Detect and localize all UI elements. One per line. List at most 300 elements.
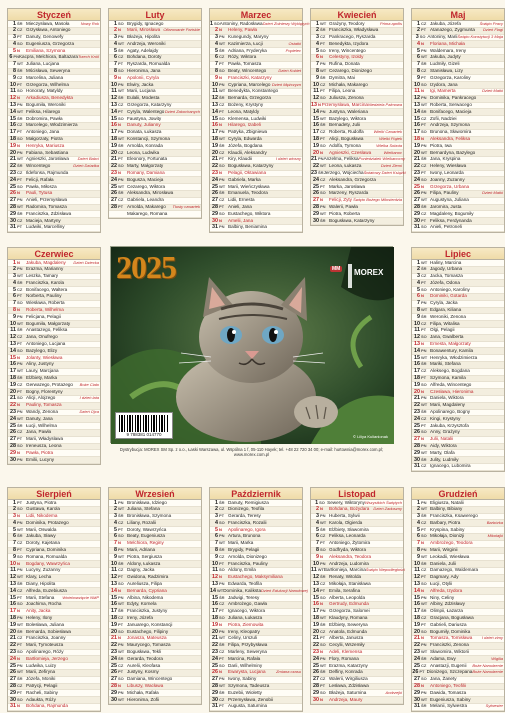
day-number: 11	[212, 567, 218, 574]
day-number: 9	[215, 74, 218, 81]
name-days: Klary, Lecha	[26, 574, 52, 580]
day-number: 17	[414, 608, 420, 615]
weekday: SO	[421, 81, 427, 87]
weekday: CZ	[118, 102, 124, 108]
name-days: Lidii, Ernesta	[228, 197, 255, 203]
day-number: 11	[111, 567, 117, 574]
weekday: ŚR	[320, 526, 326, 532]
weekday: N	[118, 122, 121, 128]
name-days: Klemensa, Ludwiki	[228, 115, 267, 121]
weekday: WT	[118, 40, 125, 46]
name-days: Jacka, Tomasza	[430, 273, 463, 279]
weekday: PN	[118, 81, 124, 87]
name-days: Gracjana, Bogusława	[430, 615, 474, 621]
name-days: Piotra, Iwa	[430, 142, 452, 148]
name-days: Danuty, Jana	[26, 415, 53, 421]
day-number: 3	[215, 34, 218, 41]
weekday: WT	[421, 149, 428, 155]
weekday: ŚR	[118, 560, 124, 566]
name-days: Karola, Olgierda	[329, 519, 363, 525]
day-number: 19	[10, 142, 16, 149]
name-days: Bazylego, Elizy	[26, 347, 58, 353]
day-number: 28	[10, 204, 16, 211]
day-number: 14	[414, 108, 420, 115]
holiday: Światowy Dzień Książki	[363, 170, 406, 176]
day-number: 11	[414, 327, 420, 334]
holiday: Wszystkich Świętych	[364, 499, 402, 505]
day-number: 15	[414, 594, 420, 601]
day-number: 26	[10, 190, 16, 197]
name-days: Benedykta, Konstantego	[228, 88, 279, 94]
day-number: 15	[10, 594, 16, 601]
name-days: Bronisława, Szymona	[127, 513, 172, 519]
weekday: SO	[421, 224, 427, 230]
name-days: Antoniny, Marii	[427, 34, 458, 40]
day-number: 22	[212, 163, 218, 170]
weekday: WT	[320, 68, 327, 74]
month-3	[310, 8, 404, 226]
month-title: Sierpień	[8, 488, 100, 500]
name-days: Ireneusza, Leona	[26, 443, 62, 449]
day-number: 19	[414, 381, 420, 388]
weekday: PN	[13, 54, 19, 60]
name-days: Franciszka, Pauliny	[228, 560, 268, 566]
name-days: Arnolda, Makarego	[127, 204, 166, 210]
day-number: 25	[111, 183, 117, 190]
day-number: 19	[10, 621, 16, 628]
weekday: PN	[421, 347, 427, 353]
name-days: Joachima, Rocha	[26, 601, 62, 607]
weekday: WT	[17, 320, 24, 326]
weekday: WT	[320, 519, 327, 525]
weekday: SO	[214, 20, 220, 26]
day-number: 18	[10, 615, 16, 622]
name-days: Anny, Grażyny	[430, 429, 460, 435]
day-number: 27	[212, 676, 218, 683]
holiday: Boże Ciało	[79, 381, 99, 387]
name-days: Marii, Tymoteusza	[26, 642, 64, 648]
day-row	[311, 218, 403, 225]
weekday: CZ	[421, 368, 427, 374]
weekday: PT	[320, 635, 326, 641]
weekday: WT	[17, 61, 24, 67]
name-days: Patrycji, Pelagii	[26, 683, 58, 689]
weekday: N	[421, 88, 424, 94]
holiday: Ofiarowanie Pańskie	[163, 27, 200, 33]
day-number: 22	[313, 642, 319, 649]
weekday: ŚR	[421, 204, 427, 210]
day-number: 12	[313, 95, 319, 102]
weekday: N	[421, 293, 424, 299]
weekday: ŚR	[17, 628, 23, 634]
name-days: Błażeja, Saturnina	[329, 689, 367, 695]
weekday: SO	[118, 20, 124, 26]
weekday: WT	[320, 662, 327, 668]
day-number: 22	[414, 163, 420, 170]
name-days: Gwidona, Radzimira	[127, 574, 169, 580]
weekday: SO	[118, 163, 124, 169]
day-number: 3	[114, 513, 117, 520]
name-days: Augustyna, Juliana	[430, 197, 469, 203]
weekday: WT	[421, 601, 428, 607]
name-days: Darii, Wilhelminy	[228, 662, 263, 668]
name-days: Makarego, Romana	[127, 210, 168, 216]
weekday: WT	[421, 649, 428, 655]
name-days: Marii, Wieńczysława	[228, 183, 270, 189]
day-number: 8	[417, 68, 420, 75]
day-number: 16	[212, 122, 218, 129]
weekday: N	[219, 669, 222, 675]
holiday: Święto Pracy	[479, 20, 503, 26]
weekday: CZ	[219, 197, 225, 203]
day-number: 9	[215, 553, 218, 560]
name-days: Róży, Wiktora	[228, 54, 257, 60]
holiday: Dzień Zakochanych	[164, 108, 200, 114]
day-number: 17	[10, 368, 16, 375]
weekday: SO	[320, 594, 326, 600]
day-number: 10	[414, 81, 420, 88]
weekday: WT	[17, 108, 24, 114]
day-number: 9	[114, 74, 117, 81]
day-number: 24	[10, 415, 16, 422]
day-number: 18	[313, 615, 319, 622]
name-days: Radomira, Tomasza	[26, 204, 67, 210]
day-number: 23	[212, 649, 218, 656]
day-row	[8, 457, 100, 464]
day-number: 27	[313, 676, 319, 683]
weekday: PT	[17, 594, 23, 600]
weekday: ŚR	[118, 190, 124, 196]
name-days: Weroniki, Zenona	[430, 313, 466, 319]
name-days: Bożeny, Krystyny	[228, 102, 264, 108]
day-row	[412, 225, 504, 232]
day-number: 30	[10, 456, 16, 463]
day-number: 1	[316, 20, 319, 27]
day-number: 27	[111, 197, 117, 204]
day-number: 3	[316, 34, 319, 41]
day-number: 2	[316, 506, 319, 513]
name-days: Grzegorza, Urbana	[430, 183, 470, 189]
day-number: 17	[10, 129, 16, 136]
day-number: 29	[414, 210, 420, 217]
weekday: PN	[17, 149, 23, 155]
weekday: N	[421, 436, 424, 442]
day-number: 30	[313, 696, 319, 703]
month-title: Marzec	[210, 9, 302, 21]
day-number: 8	[13, 307, 16, 314]
weekday: PN	[421, 642, 427, 648]
day-row	[412, 704, 504, 711]
name-days: Bolesława, Juliana	[26, 621, 65, 627]
weekday: CZ	[421, 662, 427, 668]
weekday: ŚR	[421, 655, 427, 661]
day-number: 4	[215, 40, 218, 47]
day-number: 21	[414, 156, 420, 163]
weekday: ŚR	[118, 655, 124, 661]
day-number: 12	[10, 574, 16, 581]
name-days: Eustachego, Filipiny	[127, 628, 169, 634]
day-number: 26	[212, 669, 218, 676]
name-days: Feliksa, Hilarego	[26, 108, 61, 114]
day-number: 31	[414, 224, 420, 231]
weekday: CZ	[118, 662, 124, 668]
name-days: Igi, Mamerta	[430, 88, 456, 94]
name-days: Arnolda, Dionizego	[228, 553, 267, 559]
name-days: Erazma, Katarzyny	[329, 662, 368, 668]
name-days: Juliana, Stefana	[127, 506, 160, 512]
day-number: 8	[114, 547, 117, 554]
weekday: PT	[17, 436, 23, 442]
name-days: Artura, Brunona	[228, 533, 261, 539]
day-number: 8	[417, 307, 420, 314]
name-days: Gerarda, Teodora	[127, 655, 163, 661]
weekday: N	[320, 553, 323, 559]
month-title: Wrzesień	[109, 488, 201, 500]
weekday: N	[421, 341, 424, 347]
day-number: 2	[215, 27, 218, 34]
weekday: SO	[17, 553, 23, 559]
day-number: 21	[10, 156, 16, 163]
weekday: ŚR	[219, 547, 225, 553]
day-number: 12	[414, 574, 420, 581]
name-days: Macieja, Martyny	[26, 217, 61, 223]
name-days: Justyna, Piotra	[26, 499, 57, 505]
holiday: Święto Niepodległości	[365, 567, 405, 573]
weekday: ŚR	[219, 642, 225, 648]
weekday: PT	[17, 547, 23, 553]
day-number: 4	[417, 279, 420, 286]
day-number: 17	[111, 608, 117, 615]
weekday: PN	[118, 129, 124, 135]
day-number: 27	[212, 197, 218, 204]
weekday: SO	[421, 676, 427, 682]
weekday: PT	[17, 293, 23, 299]
weekday: N	[421, 40, 424, 46]
name-days: Cezarego, Dionizego	[329, 68, 372, 74]
weekday: PN	[219, 176, 225, 182]
day-row	[8, 225, 100, 232]
name-days: Cyryla, Jacka	[430, 300, 458, 306]
day-number: 21	[111, 156, 117, 163]
name-days: Albina, Nikodema	[127, 594, 164, 600]
name-days: Adama, Ewy	[430, 655, 456, 661]
month-10	[310, 487, 404, 705]
weekday: CZ	[421, 519, 427, 525]
weekday: WT	[421, 354, 428, 360]
day-number: 13	[10, 341, 16, 348]
name-days: Julii, Natalii	[430, 436, 454, 442]
name-days: Bonifacego, Macieja	[430, 108, 472, 114]
weekday: PN	[219, 628, 225, 634]
weekday: PN	[17, 662, 23, 668]
name-days: Bogny, Florentyny	[26, 388, 63, 394]
weekday: SO	[17, 136, 23, 142]
day-number: 27	[414, 197, 420, 204]
day-number: 10	[212, 560, 218, 567]
day-number: 11	[414, 88, 420, 95]
day-number: 2	[417, 266, 420, 273]
weekday: N	[17, 307, 20, 313]
weekday: WT	[421, 449, 428, 455]
name-days: Brygidy, Ignacego	[127, 20, 164, 26]
weekday: WT	[421, 307, 428, 313]
weekday: SO	[17, 395, 23, 401]
name-days: Felicji, Zyty	[329, 197, 352, 203]
distributor-imprint: Dystrybucja: MOREX SM Sp. z o.o., Łaski Warszawa, ul. Wspólna 1 f, 05-110 Hayek; tel. +48 22 720 34 00; e-mail: hurtownia@morex.com.pl; www.morex.com.pl	[119, 447, 384, 457]
name-days: Marzeny, Ryszarda	[329, 190, 369, 196]
day-number: 23	[10, 170, 16, 177]
weekday: SO	[421, 286, 427, 292]
name-days: Grażyny, Teodory	[329, 20, 365, 26]
name-days: Hieronima, Zofii	[127, 696, 160, 702]
name-days: Patryka, Zbigniewa	[228, 129, 268, 135]
name-days: Jakuba, Józefa	[430, 20, 461, 26]
day-number: 15	[111, 115, 117, 122]
name-days: Jagody, Urbana	[430, 266, 463, 272]
day-number: 15	[313, 594, 319, 601]
weekday: CZ	[421, 20, 427, 26]
weekday: CZ	[118, 149, 124, 155]
day-number: 5	[114, 526, 117, 533]
day-number: 26	[212, 190, 218, 197]
name-days: Melchiora, Reginy	[127, 540, 164, 546]
day-number: 26	[10, 429, 16, 436]
name-days: Erazma, Marianny	[26, 266, 64, 272]
weekday: CZ	[421, 463, 427, 469]
day-number: 1	[210, 20, 213, 27]
weekday: WT	[17, 574, 24, 580]
weekday: CZ	[17, 540, 23, 546]
day-number: 14	[313, 108, 319, 115]
name-days: Lidii, Nikodema	[26, 513, 58, 519]
holiday: Mikołajki	[487, 533, 503, 539]
weekday: N	[17, 47, 20, 53]
day-number: 18	[414, 375, 420, 382]
weekday: PN	[421, 594, 427, 600]
day-number: 3	[415, 34, 419, 41]
day-number: 1	[417, 259, 420, 266]
weekday: PN	[118, 642, 124, 648]
day-number: 29	[212, 210, 218, 217]
name-days: Sławomira, Wiktorii	[430, 649, 470, 655]
day-number: 14	[10, 587, 16, 594]
name-days: Aleksego, Bogdana	[430, 368, 470, 374]
day-number: 11	[10, 567, 16, 574]
name-days: Antoniny, Radosława	[219, 20, 263, 26]
name-days: Walerii, Wirgiliusza	[329, 676, 368, 682]
weekday: PN	[320, 61, 326, 67]
day-number: 9	[417, 74, 420, 81]
weekday: N	[17, 190, 20, 196]
day-number: 4	[114, 40, 117, 47]
weekday: ŚR	[17, 115, 23, 121]
name-days: Andrzeja, Szymona	[430, 122, 470, 128]
holiday: Wielki Czwartek	[373, 129, 402, 135]
weekday: PT	[421, 327, 427, 333]
name-days: Elżbiety, Sławomira	[329, 526, 369, 532]
day-number: 3	[417, 513, 420, 520]
name-days: Anieli, Jana	[228, 204, 252, 210]
name-days: Cezarego, Wiktora	[127, 183, 166, 189]
weekday: WT	[118, 649, 125, 655]
name-days: Jana, Onufrego	[26, 334, 58, 340]
day-number: 24	[212, 655, 218, 662]
day-number: 14	[111, 587, 117, 594]
weekday: CZ	[118, 197, 124, 203]
weekday: N	[17, 402, 20, 408]
day-number: 29	[10, 210, 16, 217]
weekday: CZ	[421, 163, 427, 169]
day-number: 29	[313, 689, 319, 696]
day-number: 11	[10, 88, 16, 95]
name-days: Pelagii, Oktawiana	[228, 170, 267, 176]
weekday: PN	[17, 519, 23, 525]
name-days: Ambrożego, Teodora	[430, 540, 473, 546]
weekday: ŚR	[320, 574, 326, 580]
day-number: 17	[10, 608, 16, 615]
weekday: WT	[118, 136, 125, 142]
weekday: N	[17, 513, 20, 519]
name-days: Jakuba, Magdaleny	[26, 259, 66, 265]
weekday: SO	[421, 334, 427, 340]
day-number: 16	[414, 122, 420, 129]
name-days: Błażeja, Hipolita	[127, 34, 160, 40]
weekday: WT	[118, 506, 125, 512]
day-number: 29	[313, 210, 319, 217]
weekday: CZ	[421, 273, 427, 279]
day-number: 28	[10, 443, 16, 450]
name-days: Bernardyna, Bazylego	[430, 149, 476, 155]
holiday: I dzień lata	[79, 395, 99, 401]
day-number: 1	[417, 20, 420, 27]
name-days: Marcelina, Juliana	[26, 74, 64, 80]
weekday: PN	[118, 34, 124, 40]
day-number: 13	[10, 581, 16, 588]
day-number: 29	[414, 449, 420, 456]
name-days: Damazego, Waldemara	[430, 567, 479, 573]
day-number: 8	[417, 547, 420, 554]
day-number: 2	[114, 506, 117, 513]
name-days: Bogusława, Katarzyny	[228, 163, 274, 169]
name-days: Ignacego, Wiktora	[228, 608, 266, 614]
day-number: 27	[10, 676, 16, 683]
weekday: N	[17, 655, 20, 661]
name-days: Bartłomieja, Jerzego	[26, 655, 68, 661]
name-days: Jana, Gwalberta	[430, 334, 464, 340]
weekday: ŚR	[421, 560, 427, 566]
day-number: 16	[313, 601, 319, 608]
name-days: Alberta, Leopolda	[329, 594, 366, 600]
weekday: CZ	[421, 115, 427, 121]
name-days: Filipa, Pauliny	[430, 190, 459, 196]
name-days: Dymitra, Mai	[329, 74, 355, 80]
day-number: 18	[10, 375, 16, 382]
name-days: Elżbiety, Seweryna	[329, 621, 368, 627]
name-days: Pawła, Tomasza	[228, 61, 262, 67]
year-title: 2025	[116, 249, 176, 285]
weekday: N	[118, 683, 121, 689]
name-days: Benedykta, Izydora	[329, 40, 369, 46]
weekday: SO	[320, 689, 326, 695]
weekday: ŚR	[421, 456, 427, 462]
name-days: Celiny, Urszuli	[228, 635, 258, 641]
holiday: Boże Narodzenie	[472, 662, 503, 668]
name-days: Ludwiki, Marcelliny	[26, 224, 65, 230]
weekday: PT	[320, 40, 326, 46]
weekday: ŚR	[219, 142, 225, 148]
month-8	[108, 487, 202, 705]
day-number: 12	[10, 334, 16, 341]
